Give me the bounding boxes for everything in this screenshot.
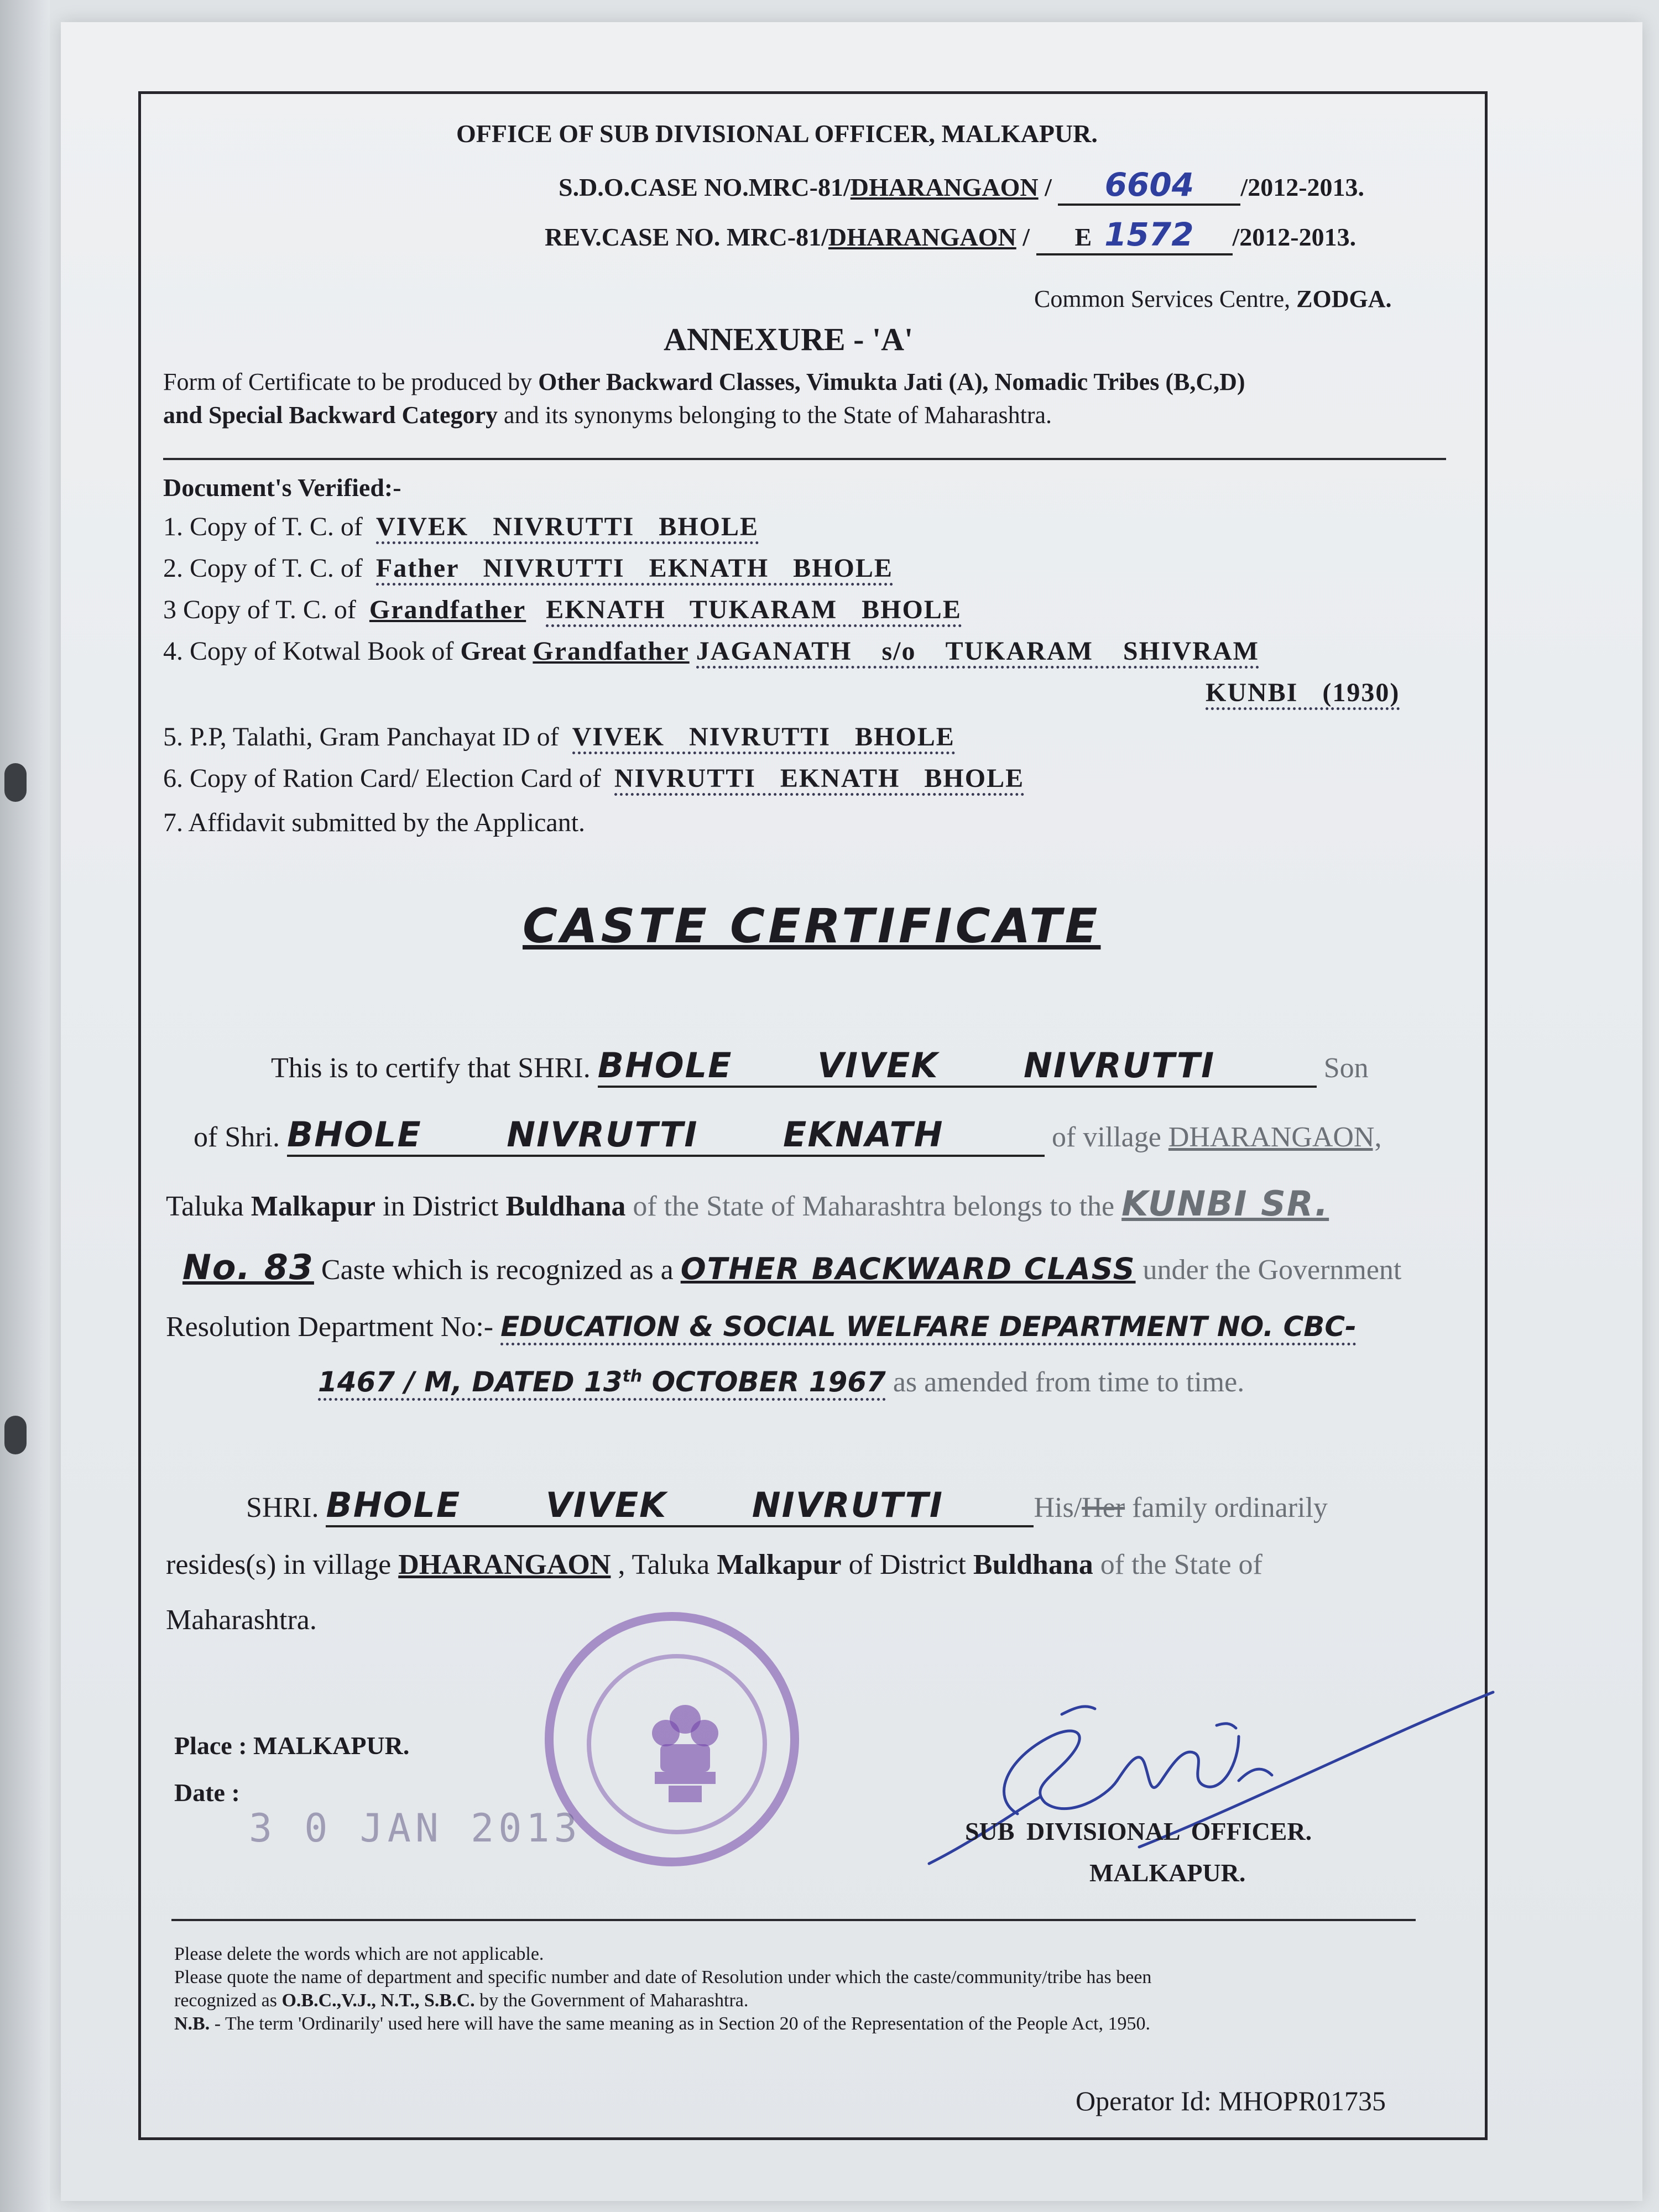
resolution-date-b: OCTOBER 1967 [642, 1366, 886, 1398]
caste-name: KUNBI SR. [1121, 1183, 1329, 1224]
csc-label: Common Services Centre, [1034, 285, 1291, 312]
applicant-name: BHOLE VIVEK NIVRUTTI [598, 1045, 1317, 1088]
footer-note-1: Please delete the words which are not applicable. [174, 1944, 544, 1964]
district-text: in District [383, 1191, 499, 1222]
document-value: VIVEK NIVRUTTI BHOLE [376, 512, 759, 544]
resolution-date-sup: th [622, 1366, 643, 1386]
resolution-date-a: 1467 / M, DATED 13 [318, 1366, 623, 1398]
rev-handwritten-number: 1572 [1104, 216, 1194, 253]
certificate-title: CASTE CERTIFICATE [523, 899, 1101, 954]
nb-text: - The term 'Ordinarily' used here will have the same meaning as in Section 20 of the Representation of the People Act, 1950. [210, 2013, 1151, 2034]
son-text: Son [1323, 1052, 1369, 1084]
certificate-para-line-6 [318, 1366, 1244, 1399]
document-row-2 [163, 553, 893, 583]
document-relation: Grandfather [533, 637, 690, 666]
district-text: of District [848, 1549, 966, 1580]
sdo-place: DHARANGAON [850, 173, 1039, 201]
footer-note-3 [174, 1990, 748, 2011]
document-value: JAGANATH s/o TUKARAM SHIVRAM [696, 637, 1259, 669]
punch-hole [4, 1416, 27, 1454]
annexure-line-2 [163, 401, 1052, 429]
sdo-sep: / [1045, 173, 1052, 201]
document-value: NIVRUTTI EKNATH BHOLE [614, 764, 1024, 796]
document-value: KUNBI (1930) [1206, 678, 1400, 710]
father-name: BHOLE NIVRUTTI EKNATH [287, 1114, 1045, 1157]
taluka-name: Malkapur [251, 1191, 376, 1222]
footer-note-2: Please quote the name of department and specific number and date of Resolution under which the caste/community/tribe has been [174, 1967, 1152, 1987]
punch-hole [4, 763, 27, 802]
resolution-text: Resolution Department No:- [166, 1311, 494, 1343]
document-label: 2. Copy of T. C. of [163, 554, 363, 583]
certificate-para-line-7 [246, 1485, 1328, 1527]
certify-text: This is to certify that SHRI. [271, 1052, 591, 1084]
footer-nb [174, 2013, 1150, 2034]
csc-line [1034, 285, 1392, 313]
annexure-line-1 [163, 368, 1245, 396]
residence-village: DHARANGAON [398, 1549, 611, 1580]
caste-serial: No. 83 [182, 1247, 314, 1287]
amended-text: as amended from time to time. [893, 1366, 1245, 1398]
certificate-para-line-4 [182, 1247, 1401, 1287]
officer-title: SUB DIVISIONAL OFFICER. [965, 1817, 1312, 1845]
document-label: 7. Affidavit submitted by the Applicant. [163, 808, 586, 837]
government-text: under the Government [1142, 1254, 1402, 1286]
district-name: Buldhana [973, 1549, 1093, 1580]
document-value: VIVEK NIVRUTTI BHOLE [572, 722, 955, 754]
annexure-line-2a: and Special Backward Category [163, 401, 498, 429]
operator-id: Operator Id: MHOPR01735 [1076, 2085, 1386, 2116]
officer-signature-icon [907, 1670, 1504, 1880]
annexure-title: ANNEXURE - 'A' [664, 321, 914, 357]
document-row-5 [163, 722, 955, 752]
belongs-text: of the State of Maharashtra belongs to the [633, 1191, 1115, 1222]
office-heading: OFFICE OF SUB DIVISIONAL OFFICER, MALKAPUR. [456, 119, 1098, 148]
date-label: Date : [174, 1778, 240, 1807]
document-label: 5. P.P, Talathi, Gram Panchayat ID of [163, 722, 559, 752]
certificate-para-line-9: Maharashtra. [166, 1604, 317, 1636]
document-label: 6. Copy of Ration Card/ Election Card of [163, 764, 601, 793]
sdo-prefix: S.D.O.CASE NO.MRC-81/ [559, 173, 851, 201]
divider [163, 458, 1446, 460]
state-text: of the State of [1100, 1549, 1262, 1580]
document-value: Father NIVRUTTI EKNATH BHOLE [376, 554, 893, 586]
document-label: 4. Copy of Kotwal Book of [163, 637, 454, 666]
national-emblem-icon [644, 1697, 727, 1808]
document-row-6 [163, 763, 1024, 794]
certificate-para-line-5 [166, 1311, 1357, 1343]
document-value: EKNATH TUKARAM BHOLE [546, 595, 962, 627]
department-reference: EDUCATION & SOCIAL WELFARE DEPARTMENT NO. CBC- [500, 1311, 1357, 1345]
document-label: 3 Copy of T. C. of [163, 595, 356, 624]
taluka-name: Malkapur [717, 1549, 842, 1580]
rev-sep: / [1022, 223, 1030, 251]
binder-edge [0, 0, 50, 2212]
document-row-4 [163, 636, 1259, 666]
village-text: of village [1052, 1121, 1161, 1153]
date-stamp: 3 0 JAN 2013 [249, 1806, 582, 1851]
document-relation: Grandfather [369, 595, 526, 624]
annexure-line-1b: Other Backward Classes, Vimukta Jati (A), Nomadic Tribes (B,C,D) [538, 368, 1245, 395]
family-text: family ordinarily [1132, 1492, 1328, 1524]
sdo-year: /2012-2013. [1240, 173, 1365, 201]
rev-letter: E [1074, 223, 1092, 251]
sdo-case-number [559, 166, 1364, 206]
resolution-date [318, 1366, 886, 1401]
rev-prefix: REV.CASE NO. MRC-81/ [545, 223, 828, 251]
annexure-line-2b: and its synonyms belonging to the State of Maharashtra. [498, 401, 1052, 429]
rev-place: DHARANGAON [828, 223, 1016, 251]
document-great: Great [460, 637, 526, 666]
caste-class: OTHER BACKWARD CLASS [680, 1251, 1136, 1286]
rev-year: /2012-2013. [1232, 223, 1357, 251]
document-row-7 [163, 807, 585, 838]
document-label: 1. Copy of T. C. of [163, 512, 363, 541]
rev-number-field [1036, 216, 1233, 255]
annexure-line-1a: Form of Certificate to be produced by [163, 368, 539, 395]
rev-case-number [545, 216, 1356, 255]
certificate-para-line-2 [194, 1114, 1382, 1157]
recognized-text: Caste which is recognized as a [321, 1254, 674, 1286]
document-row-1 [163, 512, 759, 542]
note-3b: O.B.C.,V.J., N.T., S.B.C. [281, 1990, 475, 2011]
footer-divider [171, 1919, 1416, 1921]
taluka-text: , Taluka [618, 1549, 710, 1580]
resides-text: resides(s) in village [166, 1549, 392, 1580]
officer-place: MALKAPUR. [1089, 1859, 1246, 1887]
note-3a: recognized as [174, 1990, 282, 2011]
document-row-3 [163, 594, 962, 625]
certificate-para-line-8 [166, 1548, 1262, 1581]
district-name: Buldhana [505, 1191, 626, 1222]
taluka-text: Taluka [166, 1191, 244, 1222]
nb-label: N.B. [174, 2013, 210, 2034]
note-3c: by the Government of Maharashtra. [474, 1990, 749, 2011]
documents-heading: Document's Verified:- [163, 473, 401, 502]
certificate-para-line-1 [271, 1045, 1369, 1088]
sdo-handwritten-number: 6604 [1058, 166, 1240, 206]
certificate-para-line-3 [166, 1183, 1329, 1224]
applicant-name: BHOLE VIVEK NIVRUTTI [326, 1485, 1034, 1527]
shri-text: SHRI. [246, 1492, 319, 1524]
place-line: Place : MALKAPUR. [174, 1731, 410, 1760]
seal-inner-ring [587, 1654, 767, 1834]
csc-place: ZODGA. [1296, 285, 1392, 312]
village-name: DHARANGAON, [1168, 1121, 1382, 1153]
document-row-4-continued [1206, 677, 1400, 708]
of-shri-text: of Shri. [194, 1121, 280, 1153]
official-seal-stamp [545, 1612, 799, 1866]
his-text: His/ [1034, 1492, 1082, 1524]
her-struck-text: Her [1082, 1492, 1125, 1524]
